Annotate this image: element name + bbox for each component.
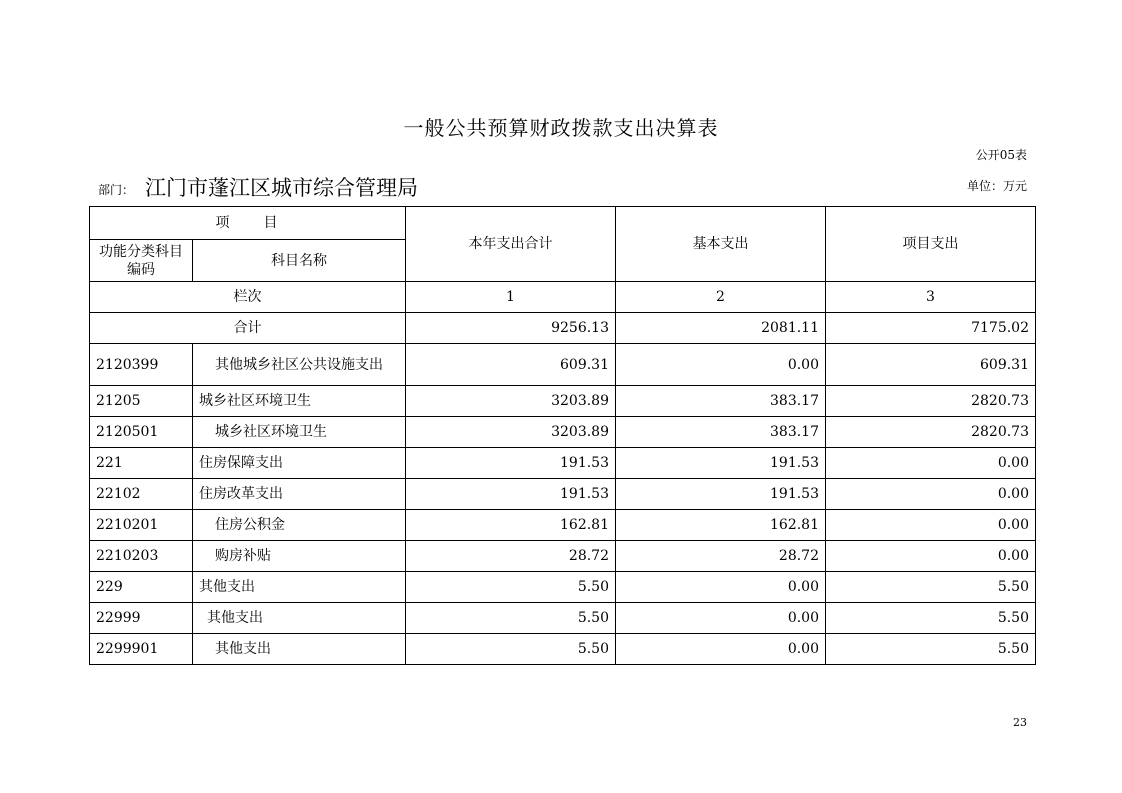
row-project: 5.50 — [826, 572, 1036, 603]
row-code: 2299901 — [90, 634, 193, 665]
row-basic: 0.00 — [616, 572, 826, 603]
row-name: 城乡社区环境卫生 — [193, 417, 406, 448]
row-project: 0.00 — [826, 479, 1036, 510]
table-row — [90, 541, 1036, 572]
row-project: 609.31 — [826, 344, 1036, 386]
row-total: 5.50 — [406, 603, 616, 634]
row-basic: 0.00 — [616, 634, 826, 665]
row-total: 28.72 — [406, 541, 616, 572]
row-basic: 0.00 — [616, 603, 826, 634]
header-project: 项目支出 — [826, 207, 1036, 282]
row-project: 0.00 — [826, 510, 1036, 541]
row-total: 5.50 — [406, 634, 616, 665]
table-row — [90, 448, 1036, 479]
row-project: 5.50 — [826, 634, 1036, 665]
row-code: 2120501 — [90, 417, 193, 448]
table-row — [90, 510, 1036, 541]
row-name: 其他支出 — [193, 603, 406, 634]
row-name: 其他城乡社区公共设施支出 — [193, 344, 406, 386]
column-index-3: 3 — [826, 282, 1036, 313]
row-name: 城乡社区环境卫生 — [193, 386, 406, 417]
expenditure-table — [89, 206, 1036, 665]
header-basic: 基本支出 — [616, 207, 826, 282]
table-row — [90, 603, 1036, 634]
row-project: 0.00 — [826, 541, 1036, 572]
column-index-row — [90, 282, 1036, 313]
row-basic: 28.72 — [616, 541, 826, 572]
row-basic: 162.81 — [616, 510, 826, 541]
row-total: 5.50 — [406, 572, 616, 603]
table-row — [90, 479, 1036, 510]
row-total: 191.53 — [406, 448, 616, 479]
row-name: 其他支出 — [193, 572, 406, 603]
total-row — [90, 313, 1036, 344]
row-code: 22999 — [90, 603, 193, 634]
form-number: 公开05表 — [975, 148, 1027, 162]
row-total: 3203.89 — [406, 417, 616, 448]
row-code: 2120399 — [90, 344, 193, 386]
row-basic: 0.00 — [616, 344, 826, 386]
row-code: 21205 — [90, 386, 193, 417]
row-total: 609.31 — [406, 344, 616, 386]
row-name: 住房改革支出 — [193, 479, 406, 510]
row-code: 2210203 — [90, 541, 193, 572]
row-basic: 191.53 — [616, 448, 826, 479]
row-project: 0.00 — [826, 448, 1036, 479]
table-row — [90, 386, 1036, 417]
column-index-label: 栏次 — [90, 282, 406, 313]
row-total: 191.53 — [406, 479, 616, 510]
row-name: 购房补贴 — [193, 541, 406, 572]
department-name: 江门市蓬江区城市综合管理局 — [145, 176, 418, 200]
row-project: 2820.73 — [826, 386, 1036, 417]
row-code: 22102 — [90, 479, 193, 510]
column-index-1: 1 — [406, 282, 616, 313]
row-basic: 383.17 — [616, 417, 826, 448]
page-title: 一般公共预算财政拨款支出决算表 — [403, 116, 719, 140]
row-total: 162.81 — [406, 510, 616, 541]
total-basic: 2081.11 — [616, 313, 826, 344]
total-sum: 9256.13 — [406, 313, 616, 344]
column-index-2: 2 — [616, 282, 826, 313]
row-total: 3203.89 — [406, 386, 616, 417]
total-label: 合计 — [90, 313, 406, 344]
header-subject-name: 科目名称 — [193, 240, 406, 282]
header-total: 本年支出合计 — [406, 207, 616, 282]
row-project: 5.50 — [826, 603, 1036, 634]
table-row — [90, 417, 1036, 448]
header-item: 项 目 — [90, 207, 406, 240]
row-name: 住房保障支出 — [193, 448, 406, 479]
total-project: 7175.02 — [826, 313, 1036, 344]
row-basic: 383.17 — [616, 386, 826, 417]
header-row-1 — [90, 207, 1036, 240]
table-row — [90, 634, 1036, 665]
row-name: 其他支出 — [193, 634, 406, 665]
row-basic: 191.53 — [616, 479, 826, 510]
row-code: 221 — [90, 448, 193, 479]
row-code: 2210201 — [90, 510, 193, 541]
header-func-code: 功能分类科目编码 — [90, 240, 193, 282]
row-project: 2820.73 — [826, 417, 1036, 448]
table-row — [90, 572, 1036, 603]
row-name: 住房公积金 — [193, 510, 406, 541]
unit-label: 单位：万元 — [966, 179, 1027, 193]
row-code: 229 — [90, 572, 193, 603]
department-label: 部门： — [98, 183, 135, 197]
page-number: 23 — [1013, 716, 1027, 729]
table-row — [90, 344, 1036, 386]
